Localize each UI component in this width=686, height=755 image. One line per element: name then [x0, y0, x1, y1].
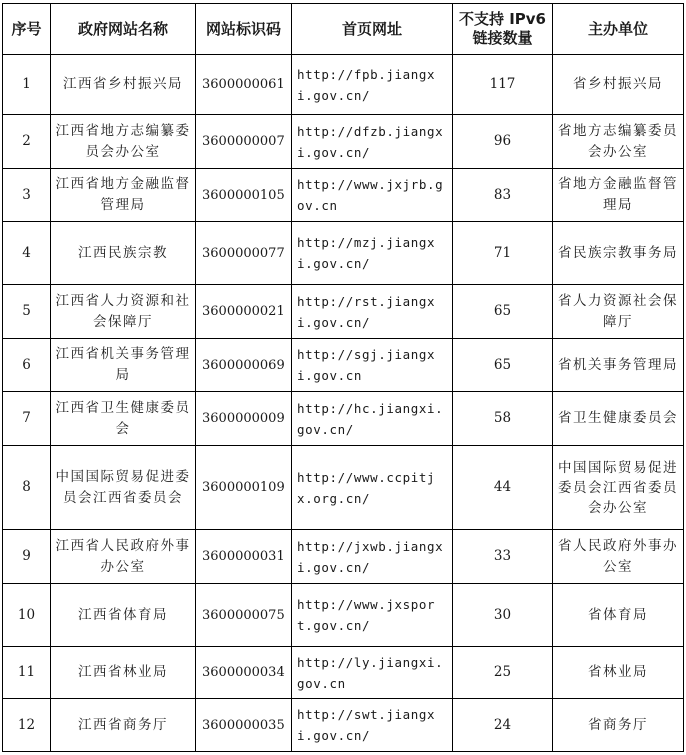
- cell-ipv6-links: 117: [453, 55, 553, 115]
- cell-site-code: 3600000009: [196, 392, 292, 446]
- cell-homepage-url: http://jxwb.jiangxi.gov.cn/: [292, 530, 453, 584]
- cell-homepage-url: http://ly.jiangxi.gov.cn: [292, 647, 453, 699]
- cell-organizer: 省林业局: [553, 647, 684, 699]
- cell-homepage-url: http://sgj.jiangxi.gov.cn: [292, 339, 453, 392]
- cell-site-name: 中国国际贸易促进委员会江西省委员会: [51, 446, 196, 530]
- cell-site-name: 江西省机关事务管理局: [51, 339, 196, 392]
- cell-index: 8: [3, 446, 51, 530]
- cell-homepage-url: http://rst.jiangxi.gov.cn/: [292, 285, 453, 339]
- cell-index: 12: [3, 699, 51, 752]
- cell-index: 9: [3, 530, 51, 584]
- cell-site-code: 3600000105: [196, 169, 292, 222]
- cell-site-name: 江西民族宗教: [51, 222, 196, 285]
- cell-site-name: 江西省地方金融监督管理局: [51, 169, 196, 222]
- table-row: [3, 55, 684, 115]
- table-row: [3, 647, 684, 699]
- cell-site-code: 3600000069: [196, 339, 292, 392]
- cell-ipv6-links: 25: [453, 647, 553, 699]
- table-row: [3, 446, 684, 530]
- cell-ipv6-links: 83: [453, 169, 553, 222]
- header-site-code: 网站标识码: [196, 4, 292, 55]
- cell-ipv6-links: 96: [453, 115, 553, 169]
- table-row: [3, 169, 684, 222]
- table-row: [3, 285, 684, 339]
- cell-ipv6-links: 30: [453, 584, 553, 647]
- cell-site-name: 江西省人民政府外事办公室: [51, 530, 196, 584]
- cell-site-code: 3600000034: [196, 647, 292, 699]
- cell-index: 2: [3, 115, 51, 169]
- cell-index: 3: [3, 169, 51, 222]
- cell-homepage-url: http://mzj.jiangxi.gov.cn/: [292, 222, 453, 285]
- cell-site-code: 3600000031: [196, 530, 292, 584]
- table-row: [3, 339, 684, 392]
- header-site-name: 政府网站名称: [51, 4, 196, 55]
- cell-site-code: 3600000109: [196, 446, 292, 530]
- cell-site-name: 江西省乡村振兴局: [51, 55, 196, 115]
- cell-site-name: 江西省地方志编纂委员会办公室: [51, 115, 196, 169]
- header-index: 序号: [3, 4, 51, 55]
- table-header-row: [3, 4, 684, 55]
- cell-site-code: 3600000035: [196, 699, 292, 752]
- cell-site-code: 3600000077: [196, 222, 292, 285]
- ipv6-links-table: [2, 3, 684, 752]
- cell-index: 1: [3, 55, 51, 115]
- table-row: [3, 699, 684, 752]
- cell-site-code: 3600000075: [196, 584, 292, 647]
- cell-organizer: 省乡村振兴局: [553, 55, 684, 115]
- cell-site-code: 3600000061: [196, 55, 292, 115]
- cell-index: 11: [3, 647, 51, 699]
- cell-ipv6-links: 71: [453, 222, 553, 285]
- cell-homepage-url: http://hc.jiangxi.gov.cn/: [292, 392, 453, 446]
- cell-index: 5: [3, 285, 51, 339]
- cell-organizer: 省卫生健康委员会: [553, 392, 684, 446]
- cell-index: 7: [3, 392, 51, 446]
- cell-site-name: 江西省体育局: [51, 584, 196, 647]
- cell-organizer: 省民族宗教事务局: [553, 222, 684, 285]
- cell-organizer: 省地方志编纂委员会办公室: [553, 115, 684, 169]
- cell-homepage-url: http://fpb.jiangxi.gov.cn/: [292, 55, 453, 115]
- cell-organizer: 省人民政府外事办公室: [553, 530, 684, 584]
- cell-ipv6-links: 65: [453, 285, 553, 339]
- cell-ipv6-links: 33: [453, 530, 553, 584]
- table-row: [3, 584, 684, 647]
- cell-homepage-url: http://dfzb.jiangxi.gov.cn/: [292, 115, 453, 169]
- table-row: [3, 115, 684, 169]
- cell-ipv6-links: 58: [453, 392, 553, 446]
- cell-site-name: 江西省人力资源和社会保障厅: [51, 285, 196, 339]
- cell-homepage-url: http://swt.jiangxi.gov.cn/: [292, 699, 453, 752]
- cell-site-code: 3600000007: [196, 115, 292, 169]
- cell-ipv6-links: 44: [453, 446, 553, 530]
- cell-organizer: 省机关事务管理局: [553, 339, 684, 392]
- header-homepage-url: 首页网址: [292, 4, 453, 55]
- cell-index: 4: [3, 222, 51, 285]
- cell-ipv6-links: 65: [453, 339, 553, 392]
- cell-homepage-url: http://www.ccpitjx.org.cn/: [292, 446, 453, 530]
- cell-index: 6: [3, 339, 51, 392]
- header-organizer: 主办单位: [553, 4, 684, 55]
- cell-organizer: 省商务厅: [553, 699, 684, 752]
- cell-organizer: 省地方金融监督管理局: [553, 169, 684, 222]
- header-ipv6-links: 不支持 IPv6 链接数量: [453, 4, 553, 55]
- cell-site-name: 江西省商务厅: [51, 699, 196, 752]
- cell-site-code: 3600000021: [196, 285, 292, 339]
- cell-organizer: 省体育局: [553, 584, 684, 647]
- table-row: [3, 530, 684, 584]
- cell-homepage-url: http://www.jxjrb.gov.cn: [292, 169, 453, 222]
- cell-index: 10: [3, 584, 51, 647]
- cell-ipv6-links: 24: [453, 699, 553, 752]
- table-row: [3, 392, 684, 446]
- table-row: [3, 222, 684, 285]
- cell-homepage-url: http://www.jxsport.gov.cn/: [292, 584, 453, 647]
- cell-organizer: 中国国际贸易促进委员会江西省委员会办公室: [553, 446, 684, 530]
- cell-organizer: 省人力资源社会保障厅: [553, 285, 684, 339]
- cell-site-name: 江西省卫生健康委员会: [51, 392, 196, 446]
- cell-site-name: 江西省林业局: [51, 647, 196, 699]
